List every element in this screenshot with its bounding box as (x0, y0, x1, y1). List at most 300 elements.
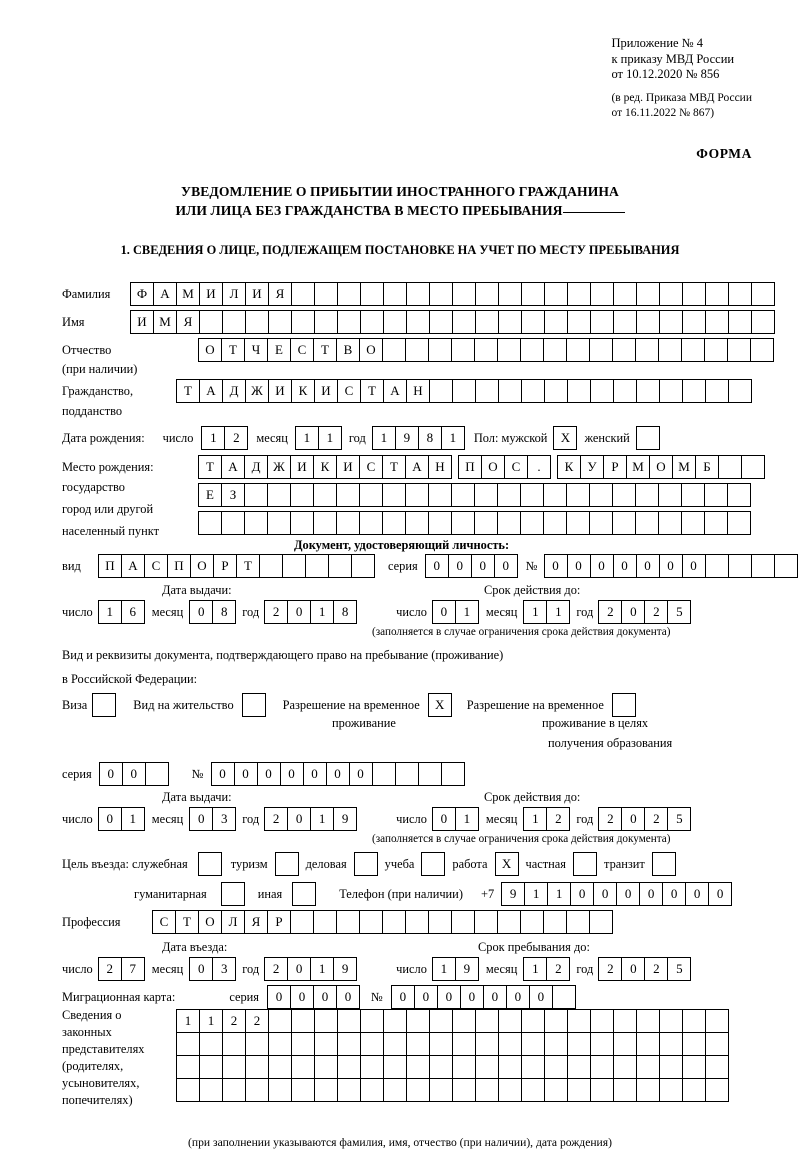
char-cell[interactable]: 0 (432, 807, 456, 831)
char-cell[interactable] (498, 310, 522, 334)
char-cell[interactable]: . (527, 455, 551, 479)
char-cell[interactable] (406, 1078, 430, 1102)
char-cell[interactable]: 1 (318, 426, 342, 450)
char-cell[interactable] (474, 511, 498, 535)
char-cell[interactable] (475, 310, 499, 334)
char-cell[interactable]: 0 (257, 762, 281, 786)
char-cell[interactable]: 8 (418, 426, 442, 450)
char-cell[interactable] (728, 554, 752, 578)
char-cell[interactable] (474, 910, 498, 934)
residence-permit-checkbox[interactable] (242, 693, 265, 717)
char-cell[interactable] (360, 1032, 384, 1056)
char-cell[interactable]: 2 (245, 1009, 269, 1033)
char-cell[interactable] (198, 852, 222, 876)
char-cell[interactable] (429, 310, 453, 334)
char-cell[interactable] (176, 1032, 200, 1056)
char-cell[interactable] (92, 693, 116, 717)
char-cell[interactable] (573, 852, 597, 876)
char-cell[interactable]: 9 (333, 807, 357, 831)
char-cell[interactable] (751, 282, 775, 306)
char-cell[interactable] (242, 693, 266, 717)
purpose-humanitarian-checkbox[interactable] (221, 882, 244, 906)
char-cell[interactable] (336, 910, 360, 934)
char-cell[interactable] (682, 1078, 706, 1102)
permit-issue-month-input[interactable] (189, 807, 235, 831)
char-cell[interactable]: 0 (494, 554, 518, 578)
char-cell[interactable] (705, 1032, 729, 1056)
char-cell[interactable] (705, 554, 729, 578)
char-cell[interactable] (590, 282, 614, 306)
char-cell[interactable] (727, 338, 751, 362)
char-cell[interactable] (268, 1032, 292, 1056)
char-cell[interactable] (198, 511, 222, 535)
char-cell[interactable]: П (98, 554, 122, 578)
char-cell[interactable] (497, 338, 521, 362)
char-cell[interactable]: 8 (333, 600, 357, 624)
document-number-input[interactable] (544, 554, 797, 578)
char-cell[interactable]: 0 (460, 985, 484, 1009)
char-cell[interactable]: 2 (264, 807, 288, 831)
char-cell[interactable]: Е (267, 338, 291, 362)
char-cell[interactable] (682, 1032, 706, 1056)
char-cell[interactable] (305, 554, 329, 578)
char-cell[interactable] (395, 762, 419, 786)
char-cell[interactable]: 2 (644, 600, 668, 624)
legal-rep-input-3[interactable] (176, 1055, 728, 1079)
char-cell[interactable] (520, 511, 544, 535)
char-cell[interactable]: Н (406, 379, 430, 403)
char-cell[interactable] (418, 762, 442, 786)
char-cell[interactable] (543, 338, 567, 362)
char-cell[interactable] (475, 1009, 499, 1033)
char-cell[interactable] (372, 762, 396, 786)
char-cell[interactable] (682, 282, 706, 306)
char-cell[interactable] (612, 483, 636, 507)
char-cell[interactable] (268, 1055, 292, 1079)
issue-day-input[interactable] (98, 600, 144, 624)
char-cell[interactable] (612, 693, 636, 717)
char-cell[interactable] (498, 1078, 522, 1102)
char-cell[interactable] (567, 310, 591, 334)
char-cell[interactable]: 0 (211, 762, 235, 786)
char-cell[interactable] (244, 511, 268, 535)
legal-rep-input-4[interactable] (176, 1078, 728, 1102)
sex-female-checkbox[interactable] (636, 426, 659, 450)
char-cell[interactable] (268, 310, 292, 334)
char-cell[interactable] (521, 282, 545, 306)
char-cell[interactable] (475, 379, 499, 403)
char-cell[interactable]: 0 (506, 985, 530, 1009)
char-cell[interactable] (405, 483, 429, 507)
char-cell[interactable]: Ж (267, 455, 291, 479)
char-cell[interactable]: 2 (264, 957, 288, 981)
char-cell[interactable] (590, 1055, 614, 1079)
char-cell[interactable]: И (336, 455, 360, 479)
char-cell[interactable] (589, 483, 613, 507)
char-cell[interactable] (741, 455, 765, 479)
char-cell[interactable] (452, 1032, 476, 1056)
char-cell[interactable] (314, 1078, 338, 1102)
char-cell[interactable]: 0 (685, 882, 709, 906)
char-cell[interactable]: 2 (598, 807, 622, 831)
char-cell[interactable] (521, 1055, 545, 1079)
char-cell[interactable]: 0 (234, 762, 258, 786)
char-cell[interactable] (705, 282, 729, 306)
char-cell[interactable]: И (290, 455, 314, 479)
char-cell[interactable] (520, 338, 544, 362)
char-cell[interactable]: 1 (523, 600, 547, 624)
char-cell[interactable]: 0 (432, 600, 456, 624)
char-cell[interactable] (259, 554, 283, 578)
char-cell[interactable] (659, 282, 683, 306)
char-cell[interactable] (681, 483, 705, 507)
char-cell[interactable]: 0 (189, 600, 213, 624)
char-cell[interactable]: А (405, 455, 429, 479)
char-cell[interactable] (613, 310, 637, 334)
char-cell[interactable] (405, 338, 429, 362)
permit-valid-day-input[interactable] (432, 807, 478, 831)
char-cell[interactable] (544, 282, 568, 306)
char-cell[interactable] (566, 511, 590, 535)
char-cell[interactable]: 2 (98, 957, 122, 981)
char-cell[interactable]: Р (603, 455, 627, 479)
char-cell[interactable]: К (313, 455, 337, 479)
char-cell[interactable]: 1 (524, 882, 548, 906)
entry-day-input[interactable] (98, 957, 144, 981)
permit-series-input[interactable] (99, 762, 168, 786)
char-cell[interactable]: Т (198, 455, 222, 479)
char-cell[interactable]: А (221, 455, 245, 479)
char-cell[interactable]: О (198, 910, 222, 934)
char-cell[interactable] (613, 282, 637, 306)
char-cell[interactable]: 1 (546, 600, 570, 624)
char-cell[interactable]: Л (222, 282, 246, 306)
birth-day-input[interactable] (201, 426, 247, 450)
char-cell[interactable]: 0 (448, 554, 472, 578)
char-cell[interactable] (314, 282, 338, 306)
char-cell[interactable] (360, 1078, 384, 1102)
char-cell[interactable] (452, 379, 476, 403)
char-cell[interactable] (221, 882, 245, 906)
char-cell[interactable] (728, 310, 752, 334)
char-cell[interactable]: Т (175, 910, 199, 934)
char-cell[interactable] (590, 310, 614, 334)
char-cell[interactable] (705, 379, 729, 403)
char-cell[interactable]: 0 (590, 554, 614, 578)
char-cell[interactable] (245, 1032, 269, 1056)
stay-year-input[interactable] (598, 957, 690, 981)
char-cell[interactable]: 0 (662, 882, 686, 906)
char-cell[interactable]: 2 (546, 957, 570, 981)
char-cell[interactable] (337, 310, 361, 334)
permit-issue-year-input[interactable] (264, 807, 356, 831)
char-cell[interactable] (613, 1009, 637, 1033)
birthplace-input-2[interactable] (198, 483, 750, 507)
char-cell[interactable] (612, 338, 636, 362)
char-cell[interactable] (567, 1032, 591, 1056)
char-cell[interactable] (429, 1078, 453, 1102)
char-cell[interactable]: 2 (644, 957, 668, 981)
char-cell[interactable]: 0 (708, 882, 732, 906)
char-cell[interactable] (682, 310, 706, 334)
char-cell[interactable]: 0 (471, 554, 495, 578)
char-cell[interactable] (652, 852, 676, 876)
surname-input[interactable] (130, 282, 774, 306)
char-cell[interactable] (474, 338, 498, 362)
char-cell[interactable]: 2 (224, 426, 248, 450)
patronymic-input[interactable] (198, 338, 773, 362)
char-cell[interactable] (382, 338, 406, 362)
char-cell[interactable]: Ф (130, 282, 154, 306)
char-cell[interactable] (589, 338, 613, 362)
char-cell[interactable] (544, 1078, 568, 1102)
char-cell[interactable]: М (153, 310, 177, 334)
birth-month-input[interactable] (295, 426, 341, 450)
stay-day-input[interactable] (432, 957, 478, 981)
char-cell[interactable] (567, 1055, 591, 1079)
char-cell[interactable]: Я (244, 910, 268, 934)
char-cell[interactable]: Д (244, 455, 268, 479)
char-cell[interactable] (222, 310, 246, 334)
char-cell[interactable]: О (190, 554, 214, 578)
char-cell[interactable]: 0 (287, 807, 311, 831)
char-cell[interactable] (199, 310, 223, 334)
char-cell[interactable] (429, 1032, 453, 1056)
document-series-input[interactable] (425, 554, 517, 578)
char-cell[interactable]: Т (382, 455, 406, 479)
char-cell[interactable] (291, 1078, 315, 1102)
char-cell[interactable] (544, 379, 568, 403)
char-cell[interactable] (520, 483, 544, 507)
char-cell[interactable] (636, 1032, 660, 1056)
migration-number-input[interactable] (391, 985, 575, 1009)
char-cell[interactable] (314, 1009, 338, 1033)
char-cell[interactable] (704, 338, 728, 362)
char-cell[interactable]: X (428, 693, 452, 717)
char-cell[interactable] (360, 1009, 384, 1033)
valid-day-input[interactable] (432, 600, 478, 624)
char-cell[interactable]: О (649, 455, 673, 479)
sex-male-checkbox[interactable] (553, 426, 576, 450)
char-cell[interactable] (245, 1078, 269, 1102)
char-cell[interactable] (589, 910, 613, 934)
char-cell[interactable]: 1 (121, 807, 145, 831)
char-cell[interactable] (544, 1055, 568, 1079)
char-cell[interactable]: С (152, 910, 176, 934)
char-cell[interactable] (635, 511, 659, 535)
char-cell[interactable] (682, 1009, 706, 1033)
char-cell[interactable] (521, 310, 545, 334)
char-cell[interactable] (291, 282, 315, 306)
char-cell[interactable] (566, 483, 590, 507)
char-cell[interactable]: X (553, 426, 577, 450)
char-cell[interactable]: К (557, 455, 581, 479)
edu-residence-checkbox[interactable] (612, 693, 635, 717)
char-cell[interactable]: И (268, 379, 292, 403)
char-cell[interactable]: 0 (567, 554, 591, 578)
char-cell[interactable] (727, 511, 751, 535)
char-cell[interactable]: 1 (295, 426, 319, 450)
visa-checkbox[interactable] (92, 693, 115, 717)
char-cell[interactable] (221, 511, 245, 535)
char-cell[interactable] (222, 1055, 246, 1079)
char-cell[interactable]: 1 (441, 426, 465, 450)
char-cell[interactable] (635, 338, 659, 362)
char-cell[interactable]: С (290, 338, 314, 362)
char-cell[interactable]: 0 (290, 985, 314, 1009)
char-cell[interactable] (498, 282, 522, 306)
char-cell[interactable]: Р (213, 554, 237, 578)
stay-month-input[interactable] (523, 957, 569, 981)
migration-series-input[interactable] (267, 985, 359, 1009)
char-cell[interactable] (498, 1032, 522, 1056)
char-cell[interactable] (613, 1055, 637, 1079)
char-cell[interactable] (337, 1009, 361, 1033)
char-cell[interactable]: У (580, 455, 604, 479)
char-cell[interactable] (590, 379, 614, 403)
char-cell[interactable] (566, 338, 590, 362)
char-cell[interactable] (383, 1009, 407, 1033)
char-cell[interactable] (659, 1078, 683, 1102)
char-cell[interactable] (727, 483, 751, 507)
char-cell[interactable] (428, 483, 452, 507)
char-cell[interactable] (383, 282, 407, 306)
char-cell[interactable]: И (314, 379, 338, 403)
char-cell[interactable]: Т (360, 379, 384, 403)
char-cell[interactable] (199, 1032, 223, 1056)
char-cell[interactable] (429, 1009, 453, 1033)
birthplace-input-3[interactable] (198, 511, 750, 535)
char-cell[interactable]: 5 (667, 807, 691, 831)
char-cell[interactable]: 0 (529, 985, 553, 1009)
char-cell[interactable] (636, 426, 660, 450)
char-cell[interactable] (705, 1078, 729, 1102)
char-cell[interactable]: 2 (264, 600, 288, 624)
char-cell[interactable]: 0 (593, 882, 617, 906)
char-cell[interactable]: 1 (455, 600, 479, 624)
char-cell[interactable]: 0 (682, 554, 706, 578)
char-cell[interactable] (613, 379, 637, 403)
char-cell[interactable]: Н (428, 455, 452, 479)
char-cell[interactable] (544, 1009, 568, 1033)
entry-year-input[interactable] (264, 957, 356, 981)
char-cell[interactable]: О (198, 338, 222, 362)
char-cell[interactable]: 0 (621, 600, 645, 624)
permit-number-input[interactable] (211, 762, 464, 786)
char-cell[interactable]: 2 (222, 1009, 246, 1033)
char-cell[interactable]: 0 (189, 807, 213, 831)
char-cell[interactable]: Т (313, 338, 337, 362)
char-cell[interactable]: 1 (98, 600, 122, 624)
char-cell[interactable]: 1 (176, 1009, 200, 1033)
char-cell[interactable] (441, 762, 465, 786)
char-cell[interactable]: 0 (391, 985, 415, 1009)
char-cell[interactable] (267, 483, 291, 507)
char-cell[interactable]: Ч (244, 338, 268, 362)
char-cell[interactable]: 0 (303, 762, 327, 786)
char-cell[interactable] (452, 1009, 476, 1033)
char-cell[interactable]: 0 (483, 985, 507, 1009)
char-cell[interactable] (543, 910, 567, 934)
char-cell[interactable] (451, 910, 475, 934)
char-cell[interactable]: 0 (98, 807, 122, 831)
char-cell[interactable]: 0 (639, 882, 663, 906)
char-cell[interactable]: 1 (547, 882, 571, 906)
char-cell[interactable] (313, 511, 337, 535)
char-cell[interactable]: 1 (372, 426, 396, 450)
char-cell[interactable]: Я (176, 310, 200, 334)
char-cell[interactable]: 9 (395, 426, 419, 450)
char-cell[interactable]: Е (198, 483, 222, 507)
char-cell[interactable] (567, 282, 591, 306)
char-cell[interactable] (406, 1009, 430, 1033)
char-cell[interactable] (382, 910, 406, 934)
char-cell[interactable] (275, 852, 299, 876)
char-cell[interactable]: 3 (212, 957, 236, 981)
char-cell[interactable] (521, 379, 545, 403)
char-cell[interactable] (751, 554, 775, 578)
char-cell[interactable] (405, 910, 429, 934)
char-cell[interactable]: 1 (432, 957, 456, 981)
char-cell[interactable] (292, 882, 316, 906)
char-cell[interactable]: 2 (644, 807, 668, 831)
char-cell[interactable]: 0 (349, 762, 373, 786)
char-cell[interactable]: П (458, 455, 482, 479)
char-cell[interactable] (659, 1009, 683, 1033)
char-cell[interactable]: 0 (570, 882, 594, 906)
char-cell[interactable]: А (121, 554, 145, 578)
char-cell[interactable]: 0 (616, 882, 640, 906)
purpose-business-checkbox[interactable] (354, 852, 377, 876)
char-cell[interactable]: М (176, 282, 200, 306)
char-cell[interactable] (659, 1032, 683, 1056)
char-cell[interactable]: 5 (667, 600, 691, 624)
char-cell[interactable] (590, 1078, 614, 1102)
char-cell[interactable] (282, 554, 306, 578)
char-cell[interactable] (290, 483, 314, 507)
char-cell[interactable] (636, 1055, 660, 1079)
char-cell[interactable] (475, 1078, 499, 1102)
char-cell[interactable]: Р (267, 910, 291, 934)
char-cell[interactable] (590, 1009, 614, 1033)
char-cell[interactable]: К (291, 379, 315, 403)
char-cell[interactable] (337, 1055, 361, 1079)
char-cell[interactable]: А (153, 282, 177, 306)
char-cell[interactable] (658, 338, 682, 362)
char-cell[interactable]: 2 (598, 957, 622, 981)
char-cell[interactable] (636, 282, 660, 306)
purpose-other-checkbox[interactable] (292, 882, 315, 906)
char-cell[interactable] (520, 910, 544, 934)
char-cell[interactable]: С (337, 379, 361, 403)
char-cell[interactable] (176, 1078, 200, 1102)
char-cell[interactable]: 9 (455, 957, 479, 981)
char-cell[interactable] (751, 310, 775, 334)
char-cell[interactable] (635, 483, 659, 507)
profession-input[interactable] (152, 910, 612, 934)
char-cell[interactable]: 1 (310, 807, 334, 831)
char-cell[interactable] (176, 1055, 200, 1079)
char-cell[interactable]: С (504, 455, 528, 479)
char-cell[interactable] (659, 310, 683, 334)
char-cell[interactable] (406, 1032, 430, 1056)
char-cell[interactable] (429, 379, 453, 403)
char-cell[interactable] (359, 910, 383, 934)
char-cell[interactable]: Т (236, 554, 260, 578)
char-cell[interactable] (475, 282, 499, 306)
char-cell[interactable]: 0 (287, 957, 311, 981)
char-cell[interactable] (451, 338, 475, 362)
